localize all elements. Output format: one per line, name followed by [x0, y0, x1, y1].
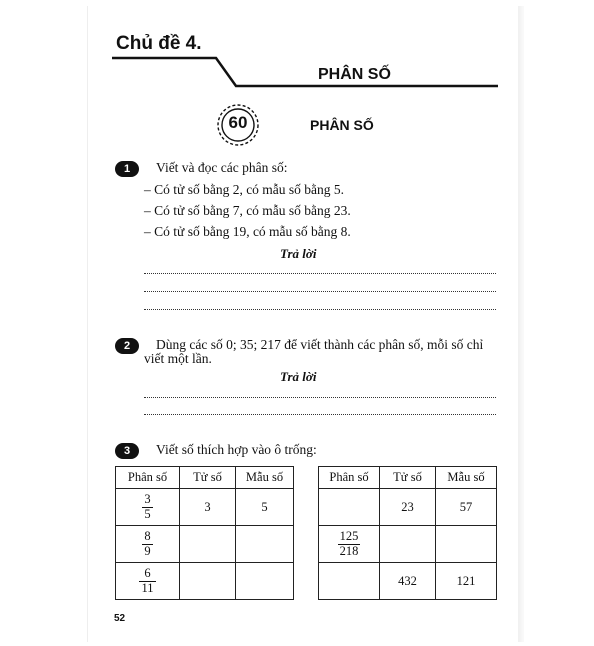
exercise-1-line: – Có tử số bằng 2, có mẫu số bằng 5. — [144, 182, 345, 197]
col-header: Tử số — [380, 467, 436, 489]
chapter-title: PHÂN SỐ — [318, 66, 391, 83]
exercise-2-badge: 2 — [115, 338, 139, 354]
numerator-cell: 3 — [180, 489, 236, 526]
chapter-label: Chủ đề 4. — [116, 33, 202, 54]
denominator-cell: 5 — [236, 489, 294, 526]
table-row — [319, 563, 497, 600]
exercise-1-line: – Có tử số bằng 7, có mẫu số bằng 23. — [144, 203, 351, 218]
fraction-cell: $\frac{3}{5}$ — [116, 489, 180, 526]
col-header: Phân số — [116, 467, 180, 489]
chapter-header — [88, 6, 518, 106]
fraction-cell[interactable] — [319, 489, 380, 526]
exercise-1-badge: 1 — [115, 161, 139, 177]
denominator-cell: 121 — [436, 563, 497, 600]
fraction-cell: $\frac{125}{218}$ — [319, 526, 380, 563]
table-row — [116, 526, 294, 563]
answer-line[interactable] — [144, 414, 496, 415]
lesson-number: 60 — [228, 113, 248, 132]
workbook-page — [88, 6, 518, 642]
lesson-title: PHÂN SỐ — [310, 117, 374, 133]
exercise-2-answer-label: Trả lời — [280, 369, 317, 384]
fraction-cell[interactable] — [319, 563, 380, 600]
exercise-2-instruction-cont: viết một lần. — [144, 351, 212, 366]
fraction-table-left — [115, 466, 294, 600]
exercise-1-line: – Có tử số bằng 19, có mẫu số bằng 8. — [144, 224, 351, 239]
answer-line[interactable] — [144, 309, 496, 310]
numerator-cell: 23 — [380, 489, 436, 526]
page-number: 52 — [114, 613, 126, 624]
denominator-cell: 57 — [436, 489, 497, 526]
table-row — [116, 563, 294, 600]
denominator-cell[interactable] — [236, 563, 294, 600]
answer-line[interactable] — [144, 397, 496, 398]
denominator-cell[interactable] — [436, 526, 497, 563]
exercise-1-answer-label: Trả lời — [280, 246, 317, 261]
numerator-cell[interactable] — [380, 526, 436, 563]
table-row — [319, 526, 497, 563]
exercise-3-badge: 3 — [115, 443, 139, 459]
answer-line[interactable] — [144, 273, 496, 274]
col-header: Tử số — [180, 467, 236, 489]
numerator-cell: 432 — [380, 563, 436, 600]
numerator-cell[interactable] — [180, 526, 236, 563]
fraction-cell: $\frac{6}{11}$ — [116, 563, 180, 600]
numerator-cell[interactable] — [180, 563, 236, 600]
fraction-table-right — [318, 466, 497, 600]
header-rule — [88, 6, 518, 106]
denominator-cell[interactable] — [236, 526, 294, 563]
col-header: Mẫu số — [436, 467, 497, 489]
table-row — [319, 489, 497, 526]
col-header: Phân số — [319, 467, 380, 489]
table-row — [116, 489, 294, 526]
exercise-1-instruction: Viết và đọc các phân số: — [156, 160, 288, 175]
answer-line[interactable] — [144, 291, 496, 292]
exercise-2-instruction: Dùng các số 0; 35; 217 để viết thành các phân số, mỗi số chỉ — [156, 337, 484, 352]
col-header: Mẫu số — [236, 467, 294, 489]
fraction-cell: $\frac{8}{9}$ — [116, 526, 180, 563]
exercise-3-instruction: Viết số thích hợp vào ô trống: — [156, 442, 317, 457]
